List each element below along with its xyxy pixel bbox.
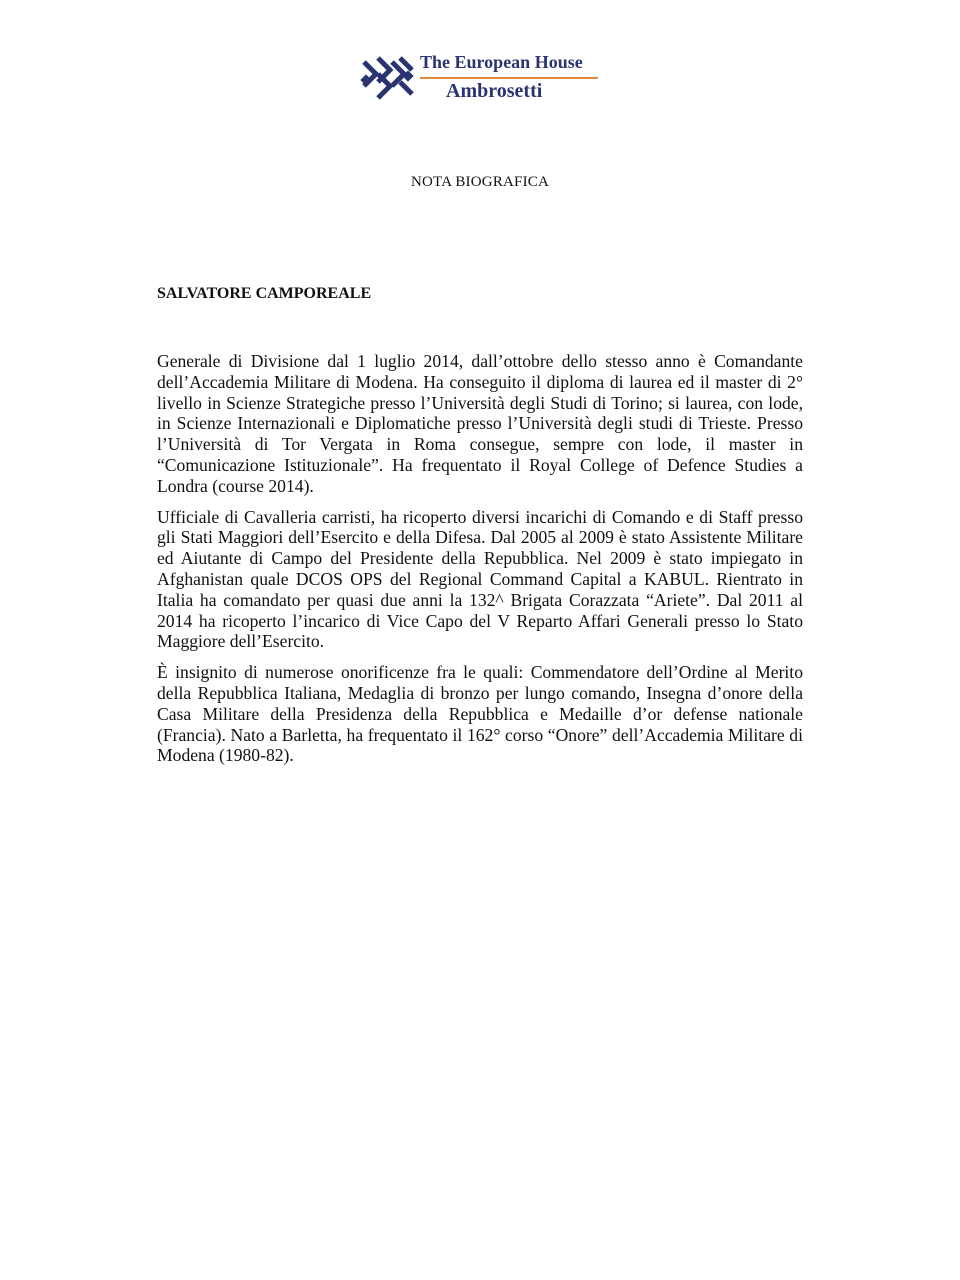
document-type-heading: NOTA BIOGRAFICA — [410, 174, 550, 190]
biography-paragraph-3: È insignito di numerose onorificenze fra le quali: Commendatore dell’Ordine al Merito della Repubblica Italiana, Medaglia di bronzo per lungo comando, Insegna d’onore della Casa Militare della Presidenza della Repubblica e Medaille d’or defense nationale (Francia). Nato a Barletta, ha frequentato il 162° corso “Onore” dell’Accademia Militare di Modena (1980-82). — [157, 662, 803, 766]
biography-body — [157, 351, 803, 776]
person-name-heading: SALVATORE CAMPOREALE — [157, 285, 372, 302]
ambrosetti-logo-icon — [360, 54, 416, 102]
logo-text-line2: Ambrosetti — [446, 80, 543, 102]
biography-paragraph-1: Generale di Divisione dal 1 luglio 2014, dall’ottobre dello stesso anno è Comandante dell’Accademia Militare di Modena. Ha conseguito il diploma di laurea ed il master di 2° livello in Scienze Strategiche presso l’Università degli Studi di Torino; si laurea, con lode, in Scienze Internazionali e Diplomatiche presso l’Università degli studi di Trieste. Presso l’Università di Tor Vergata in Roma consegue, sempre con lode, il master in “Comunicazione Istituzionale”. Ha frequentato il Royal College of Defence Studies a Londra (course 2014). — [157, 351, 803, 496]
biography-paragraph-2: Ufficiale di Cavalleria carristi, ha ricoperto diversi incarichi di Comando e di Staff presso gli Stati Maggiori dell’Esercito e della Difesa. Dal 2005 al 2009 è stato Assistente Militare ed Aiutante di Campo del Presidente della Repubblica. Nel 2009 è stato impiegato in Afghanistan quale DCOS OPS del Regional Command Capital a KABUL. Rientrato in Italia ha comandato per quasi due anni la 132^ Brigata Corazzata “Ariete”. Dal 2011 al 2014 ha ricoperto l’incarico di Vice Capo del V Reparto Affari Generali presso lo Stato Maggiore dell’Esercito. — [157, 506, 803, 652]
logo-text-line1: The European House — [420, 52, 583, 72]
company-logo — [360, 52, 610, 104]
logo-divider — [420, 77, 598, 79]
